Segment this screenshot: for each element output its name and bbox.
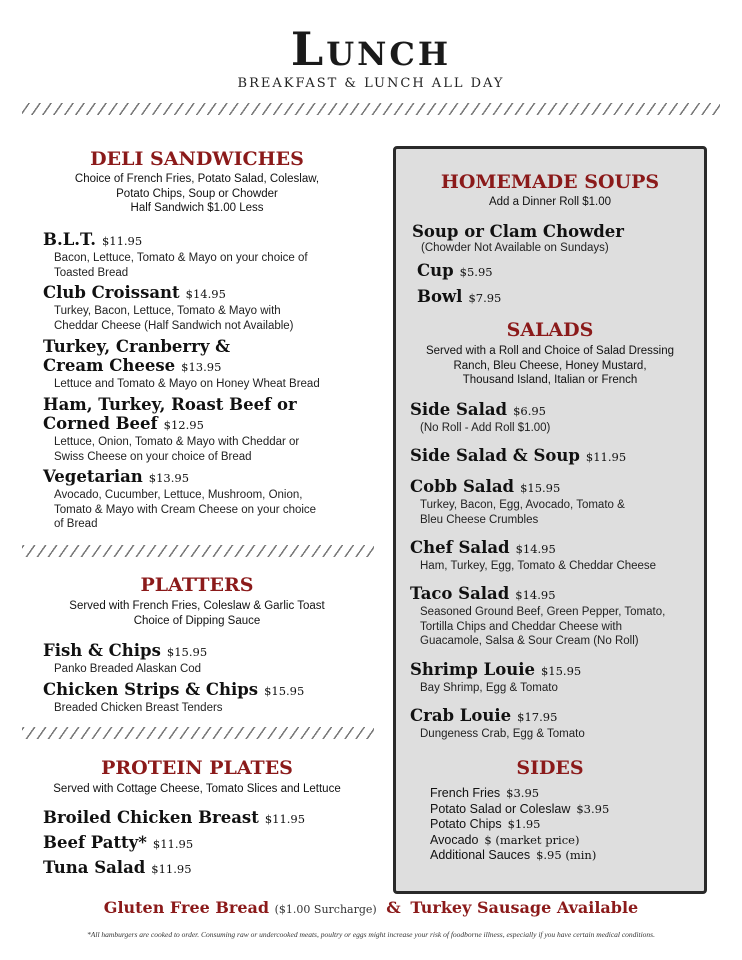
item-desc: Dungeness Crab, Egg & Tomato: [420, 728, 585, 740]
deli-item: [43, 395, 363, 464]
cup-price: $5.95: [459, 264, 493, 279]
gluten-free-surcharge: ($1.00 Surcharge): [274, 903, 377, 916]
item-desc: Seasoned Ground Beef, Green Pepper, Tomato, Tortilla Chips and Cheddar Cheese with Guacamole, Salsa & Sour Cream (No Roll): [420, 606, 666, 647]
item-name: Crab Louie: [410, 706, 512, 725]
item-price: $13.95: [181, 360, 222, 374]
item-desc: Bay Shrimp, Egg & Tomato: [420, 682, 558, 694]
side-item: [430, 817, 690, 833]
item-price: $13.95: [148, 471, 190, 485]
item-price: $17.95: [517, 710, 558, 724]
platters-divider: [22, 727, 374, 739]
deli-item: [43, 230, 363, 280]
item-price: $15.95: [264, 684, 305, 698]
side-item: [430, 802, 690, 818]
platters-title: PLATTERS: [140, 574, 254, 596]
item-price: $6.95: [513, 404, 547, 418]
turkey-sausage-label: Turkey Sausage Available: [410, 898, 639, 917]
gluten-free-label: Gluten Free Bread: [103, 898, 270, 917]
footer-ampersand: &: [386, 898, 401, 917]
cup-label: Cup: [417, 260, 454, 280]
side-price: $3.95: [506, 786, 540, 800]
deli-item: [43, 283, 363, 333]
item-desc: Breaded Chicken Breast Tenders: [54, 702, 223, 714]
item-name: Chef Salad: [410, 538, 510, 557]
disclaimer: *All hamburgers are cooked to order. Consuming raw or undercooked meats, poultry or eggs might increase your risk of foodborne illness, especially if you have certain medical conditions.: [87, 930, 655, 939]
platter-item: [43, 641, 363, 677]
item-desc: Avocado, Cucumber, Lettuce, Mushroom, Onion, Tomato & Mayo with Cream Cheese on your choice of Bread: [54, 489, 317, 530]
item-name: Shrimp Louie: [410, 660, 535, 679]
side-item: [430, 833, 690, 849]
item-name: Vegetarian: [43, 467, 143, 486]
item-price: $14.95: [185, 287, 226, 301]
item-name: Chicken Strips & Chips: [43, 680, 259, 699]
item-price: $11.95: [585, 450, 627, 464]
item-name: Cobb Salad: [410, 477, 515, 496]
side-price: $ (market price): [484, 832, 580, 847]
menu-subtitle: BREAKFAST & LUNCH ALL DAY: [237, 76, 505, 91]
protein-list: [43, 808, 363, 879]
item-desc: (Chowder Not Available on Sundays): [421, 242, 609, 254]
side-name: Potato Salad or Coleslaw: [430, 801, 571, 816]
deli-item: [43, 337, 363, 392]
item-desc: Bacon, Lettuce, Tomato & Mayo on your choice of Toasted Bread: [54, 252, 308, 279]
side-price: $.95 (min): [536, 848, 597, 862]
item-name: Taco Salad: [410, 584, 510, 603]
item-desc: Lettuce, Onion, Tomato & Mayo with Cheddar or Swiss Cheese on your choice of Bread: [54, 436, 300, 463]
protein-item: [43, 808, 363, 829]
item-price: $15.95: [520, 481, 561, 495]
soups-note: Add a Dinner Roll $1.00: [488, 196, 612, 208]
item-price: $11.95: [152, 837, 194, 851]
soups-title: HOMEMADE SOUPS: [440, 171, 660, 193]
item-price: $14.95: [515, 588, 556, 602]
side-name: French Fries: [430, 786, 501, 800]
footer-availability: [0, 898, 742, 917]
item-desc: Ham, Turkey, Egg, Tomato & Cheddar Cheese: [420, 560, 657, 572]
salads-note: Served with a Roll and Choice of Salad Dressing Ranch, Bleu Cheese, Honey Mustard, Thousand Island, Italian or French: [425, 345, 675, 386]
salad-item: [410, 477, 700, 527]
deli-item: [43, 467, 363, 532]
platters-note: Served with French Fries, Coleslaw & Garlic Toast Choice of Dipping Sauce: [69, 600, 325, 627]
item-name: Turkey, Cranberry & Cream Cheese: [43, 337, 231, 375]
soup-item: [412, 222, 692, 308]
salads-title: SALADS: [506, 319, 594, 341]
deli-divider: [22, 545, 374, 557]
sides-list: [430, 786, 690, 864]
item-name: Side Salad: [410, 400, 508, 419]
salad-item: [410, 446, 700, 467]
item-name: Beef Patty*: [43, 833, 147, 852]
deli-title: DELI SANDWICHES: [90, 148, 304, 170]
side-price: $3.95: [576, 801, 610, 816]
item-name: Club Croissant: [43, 283, 180, 302]
item-price: $15.95: [540, 664, 582, 678]
salad-item: [410, 538, 700, 574]
side-name: Avocado: [430, 832, 479, 847]
item-price: $14.95: [515, 542, 556, 556]
item-desc: Panko Breaded Alaskan Cod: [54, 663, 202, 675]
cup-line: [412, 261, 692, 282]
side-item: [430, 786, 690, 802]
item-desc: (No Roll - Add Roll $1.00): [420, 422, 551, 434]
item-name: Ham, Turkey, Roast Beef or Corned Beef: [43, 395, 297, 433]
salad-item: [410, 400, 700, 436]
deli-note: Choice of French Fries, Potato Salad, Coleslaw, Potato Chips, Soup or Chowder Half Sandwich $1.00 Less: [74, 173, 320, 214]
top-divider: [22, 103, 720, 115]
side-name: Additional Sauces: [430, 848, 531, 862]
item-name: Side Salad & Soup: [410, 446, 580, 465]
protein-item: [43, 858, 363, 879]
item-desc: Lettuce and Tomato & Mayo on Honey Wheat Bread: [54, 378, 320, 390]
item-name: Tuna Salad: [43, 858, 146, 877]
item-desc: Turkey, Bacon, Lettuce, Tomato & Mayo with Cheddar Cheese (Half Sandwich not Available): [54, 305, 294, 332]
side-price: $1.95: [507, 817, 541, 831]
protein-note: Served with Cottage Cheese, Tomato Slices and Lettuce: [53, 783, 341, 795]
item-name: Soup or Clam Chowder: [412, 222, 625, 241]
item-name: Broiled Chicken Breast: [43, 808, 259, 827]
bowl-line: [412, 287, 692, 308]
side-name: Potato Chips: [430, 817, 502, 831]
item-name: Fish & Chips: [43, 641, 161, 660]
salad-item: [410, 706, 700, 742]
side-item: [430, 848, 690, 864]
salad-item: [410, 660, 700, 696]
salad-item: [410, 584, 700, 649]
item-desc: Turkey, Bacon, Egg, Avocado, Tomato & Bleu Cheese Crumbles: [420, 499, 625, 526]
protein-item: [43, 833, 363, 854]
protein-title: PROTEIN PLATES: [101, 757, 293, 779]
menu-title: Lunch: [290, 22, 452, 76]
item-name: B.L.T.: [43, 230, 96, 249]
item-price: $11.95: [151, 862, 192, 876]
platter-item: [43, 680, 363, 716]
item-price: $11.95: [101, 234, 143, 248]
sides-title: SIDES: [516, 757, 584, 779]
bowl-label: Bowl: [417, 286, 463, 306]
item-price: $15.95: [166, 645, 208, 659]
item-price: $11.95: [264, 812, 306, 826]
bowl-price: $7.95: [468, 290, 502, 305]
item-price: $12.95: [163, 418, 204, 432]
